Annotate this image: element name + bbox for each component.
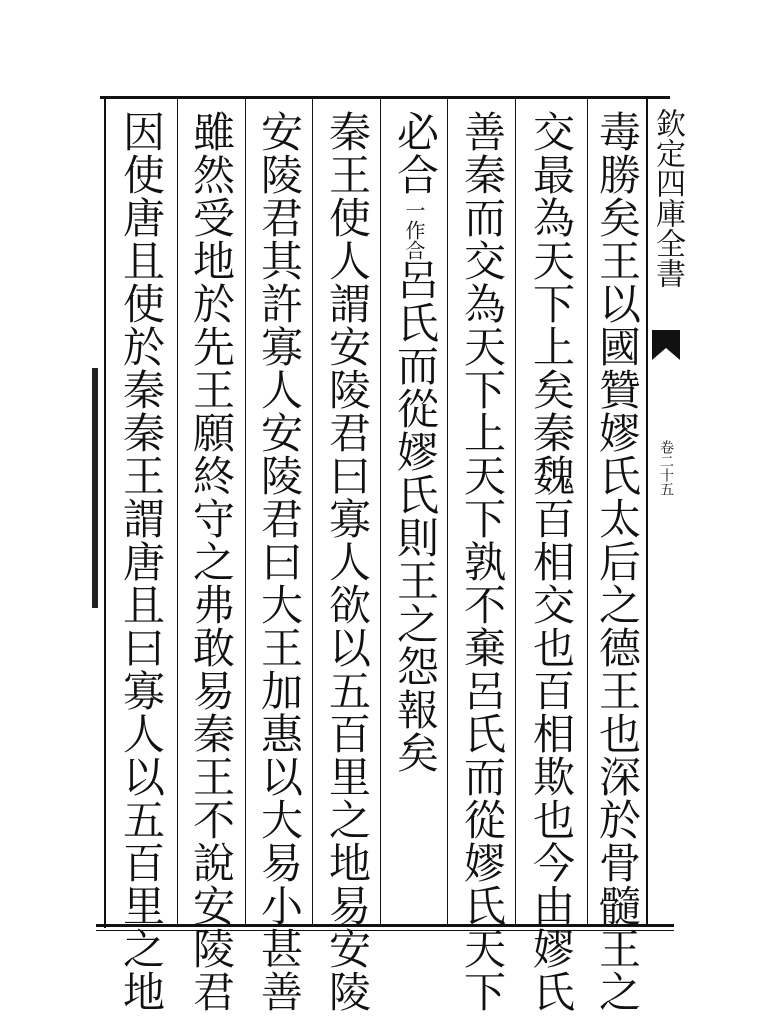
volume-label: 卷二十五: [658, 440, 674, 496]
variant-note: 一作合: [402, 200, 426, 260]
frame-bottom-rule-thin: [96, 930, 674, 931]
text-column-4-start: 必合: [391, 110, 440, 196]
text-column-2: 交最為天下上矣秦魏百相交也百相欺也今由嫪氏: [527, 110, 576, 1013]
spine-mark: [92, 368, 98, 608]
book-title: 欽定四庫全書: [650, 108, 685, 288]
frame-top-rule: [100, 96, 670, 99]
text-column-1: 毒勝矣王以國贊嫪氏太后之德王也深於骨髓王之: [593, 110, 642, 1013]
frame-left-rule: [104, 96, 106, 928]
column-divider: [447, 96, 448, 926]
column-divider: [515, 96, 516, 926]
fish-tail-mark: [652, 330, 680, 360]
text-column-8: 因使唐且使於秦秦王謂唐且曰寡人以五百里之地: [117, 110, 166, 1013]
column-divider: [312, 96, 313, 926]
text-column-4-end: 呂氏而從嫪氏則王之怨報矣: [391, 258, 440, 774]
column-divider: [646, 96, 648, 926]
column-divider: [587, 96, 588, 926]
column-divider: [177, 96, 178, 926]
text-column-7: 雖然受地於先王願終守之弗敢易秦王不說安陵君: [187, 110, 236, 1013]
column-divider: [380, 96, 381, 926]
text-column-5: 秦王使人謂安陵君曰寡人欲以五百里之地易安陵: [323, 110, 372, 1013]
text-column-3: 善秦而交為天下上天下孰不棄呂氏而從嫪氏天下: [458, 110, 507, 1013]
text-column-6: 安陵君其許寡人安陵君曰大王加惠以大易小甚善: [255, 110, 304, 1013]
column-divider: [245, 96, 246, 926]
